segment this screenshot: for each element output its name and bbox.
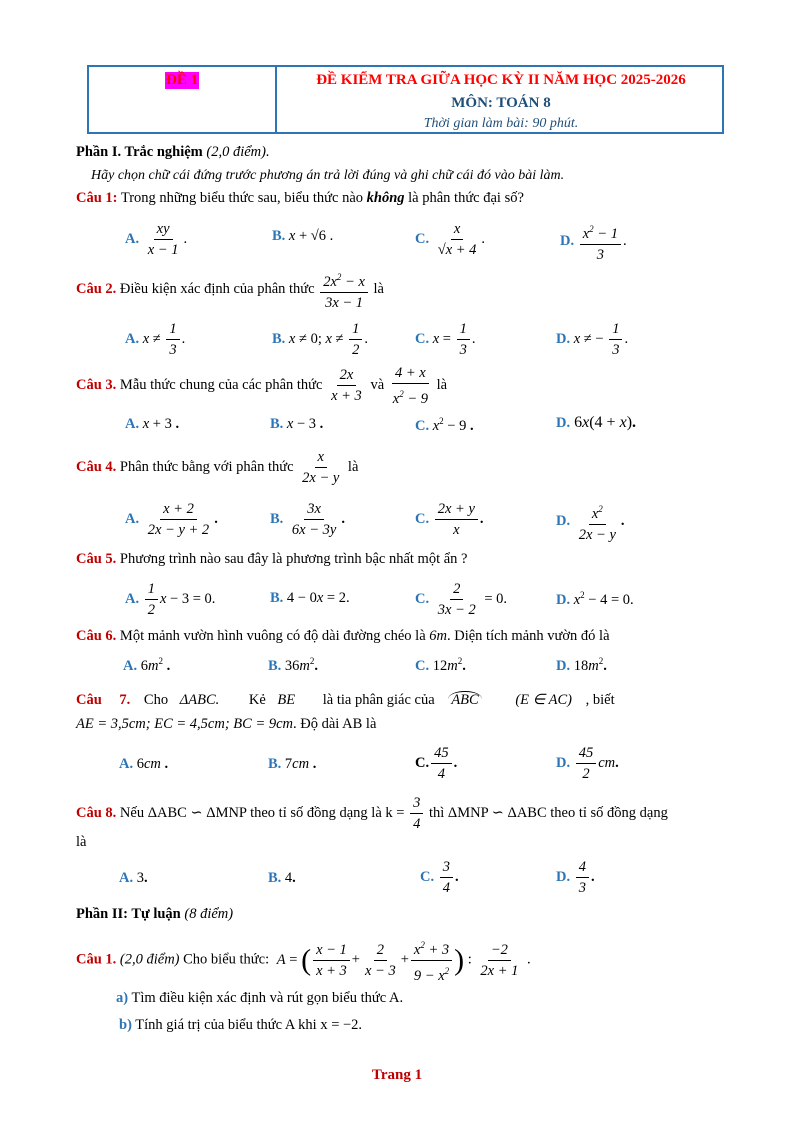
q6-option-c: C. $12m^2$.: [415, 656, 466, 674]
q6-option-a: A. $6m^2$ .: [123, 656, 171, 674]
q3-option-c: C. $x^2 - 9$ .: [415, 416, 474, 434]
header-divider: [275, 65, 277, 134]
q4-option-d: D. $\frac{x^2}{2x - y}$ .: [556, 500, 625, 544]
q2-option-d: D. x ≠ − $\frac{1}{3}$ .: [556, 321, 629, 358]
question-7-line2: AE = 3,5cm; EC = 4,5cm; BC = 9cm. Độ dài AB là: [76, 716, 377, 732]
exam-title: ĐỀ KIỂM TRA GIỮA HỌC KỲ II NĂM HỌC 2025-2026: [316, 72, 686, 88]
q8-option-c: C. $\frac{3}{4}$ .: [420, 859, 459, 896]
q1-option-b: B. x + √6 .: [272, 228, 334, 244]
part1-instruction: Hãy chọn chữ cái đứng trước phương án trả lời đúng và ghi chữ cái đó vào bài làm.: [91, 168, 565, 183]
q6-option-d: D. $18m^2$.: [556, 656, 607, 674]
q3-option-d: D. 6x(4 + x).: [556, 414, 637, 431]
q3-option-a: A. x + 3 .: [125, 416, 180, 432]
q7-option-d: D. $\frac{45}{2}$ cm.: [556, 745, 619, 782]
exam-subject: MÔN: TOÁN 8: [451, 95, 551, 111]
q7-option-c: C. $\frac{45}{4}$ .: [415, 745, 458, 782]
q5-option-d: D. $x^2 - 4 = 0$.: [556, 590, 634, 608]
question-1: Câu 1: Trong những biểu thức sau, biểu thức nào không là phân thức đại số?: [76, 190, 524, 206]
part2-question-1b: b) Tính giá trị của biểu thức A khi x = −2.: [119, 1017, 363, 1033]
question-5: Câu 5. Phương trình nào sau đây là phương trình bậc nhất một ẩn ?: [76, 551, 468, 567]
part2-heading: Phần II: Tự luận (8 điểm): [76, 906, 234, 922]
part1-heading: Phần I. Trắc nghiệm (2,0 điểm).: [76, 144, 270, 160]
q2-option-c: C. x = $\frac{1}{3}$ .: [415, 321, 476, 358]
q7-option-b: B. 7cm .: [268, 756, 317, 772]
q5-option-b: B. 4 − 0x = 2.: [270, 590, 350, 606]
q6-option-b: B. $36m^2$.: [268, 656, 319, 674]
q1-option-a: A. $\frac{xy}{x - 1}$ .: [125, 221, 188, 258]
part2-question-1: Câu 1. (2,0 điểm) Cho biểu thức: A = ( $\frac{x - 1}{x + 3}$ + $\frac{2}{x - 3}$ + $\frac{x^2 + 3}{9 - x^2}$ ) : $\frac{-2}{2x + 1}$ .: [76, 936, 531, 985]
q4-option-c: C. $\frac{2x + y}{x}$ .: [415, 501, 484, 538]
question-3: Câu 3. Mẫu thức chung của các phân thức $\frac{2x}{x + 3}$ và $\frac{4 + x}{x^2 - 9}$ là: [76, 365, 448, 407]
q8-option-a: A. 3.: [119, 870, 148, 886]
q5-option-c: C. $\frac{2}{3x - 2}$ = 0.: [415, 581, 508, 618]
q5-option-a: A. $\frac{1}{2}$ x − 3 = 0.: [125, 581, 216, 618]
exam-tag: ĐỀ 1: [166, 72, 199, 88]
q2-option-a: A. x ≠ $\frac{1}{3}$ .: [125, 321, 186, 358]
q8-option-d: D. $\frac{4}{3}$ .: [556, 859, 595, 896]
q1-option-c: C. $\frac{x}{√x + 4}$ .: [415, 221, 486, 258]
q3-option-b: B. x − 3 .: [270, 416, 324, 432]
question-8-line2: là: [76, 834, 87, 850]
q2-option-b: B. x ≠ 0; x ≠ $\frac{1}{2}$ .: [272, 321, 369, 358]
question-4: Câu 4. Phân thức bằng với phân thức $\frac{x}{2x - y}$ là: [76, 449, 359, 486]
question-2: Câu 2. Điều kiện xác định của phân thức $\frac{2x^2 - x}{3x - 1}$ là: [76, 268, 384, 312]
question-8-line1: Câu 8. Nếu ΔABC ∽ ΔMNP theo tỉ số đồng dạng là k = $\frac{3}{4}$ thì ΔMNP ∽ ΔABC theo tỉ số đồng dạng: [76, 795, 668, 832]
exam-time: Thời gian làm bài: 90 phút.: [423, 116, 579, 131]
q8-option-b: B. 4.: [268, 870, 296, 886]
page-number: Trang 1: [371, 1067, 423, 1083]
q7-option-a: A. 6cm .: [119, 756, 169, 772]
part2-question-1a: a) Tìm điều kiện xác định và rút gọn biểu thức A.: [116, 990, 404, 1006]
q1-option-d: D. $\frac{x^2 - 1}{3}$ .: [560, 220, 627, 264]
question-6: Câu 6. Một mảnh vườn hình vuông có độ dài đường chéo là 6m. Diện tích mảnh vườn đó là: [76, 628, 610, 644]
question-7-line1: Câu 7. Cho ΔABC. Kẻ BE là tia phân giác của ABC (E ∈ AC) , biết: [76, 692, 615, 708]
q4-option-a: A. $\frac{x + 2}{2x - y + 2}$ .: [125, 501, 218, 538]
q4-option-b: B. $\frac{3x}{6x - 3y}$ .: [270, 501, 345, 538]
